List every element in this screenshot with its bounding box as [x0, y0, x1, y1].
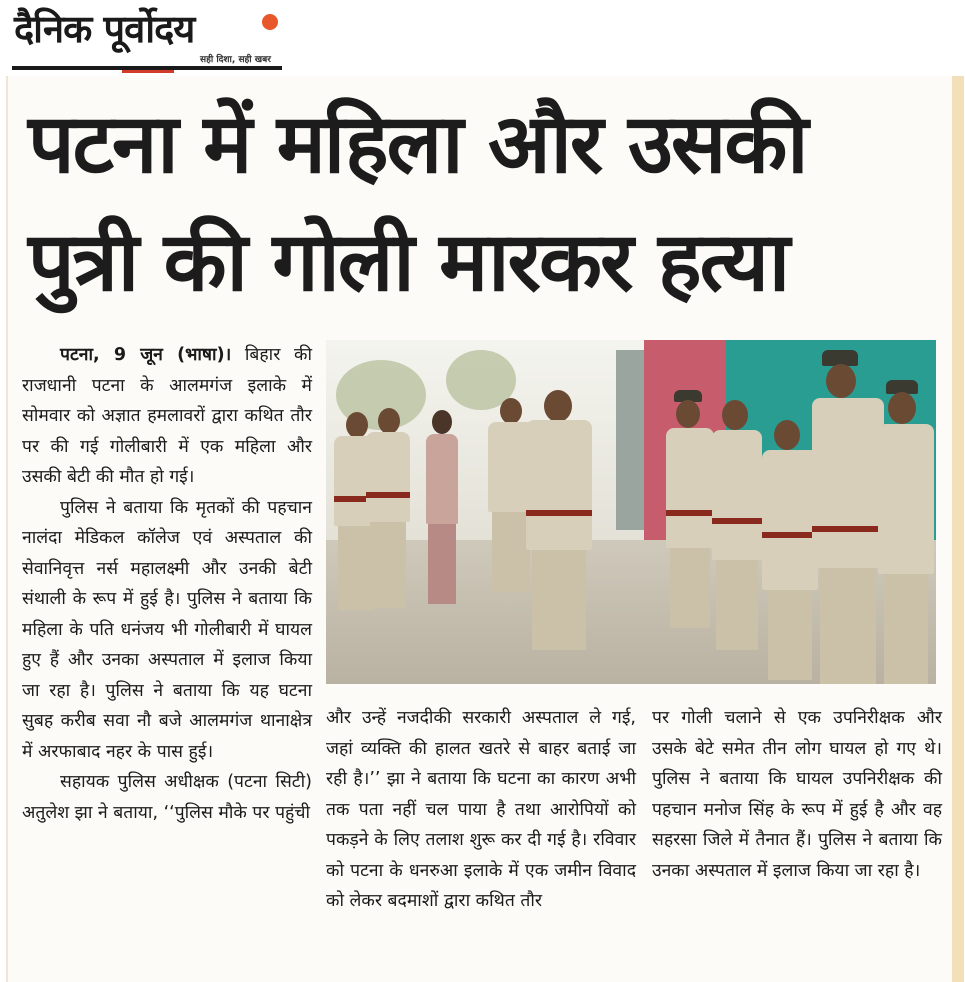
- article-dateline: पटना, 9 जून (भाषा)।: [60, 345, 232, 365]
- newspaper-logo: दैनिक पूर्वोदय: [14, 7, 195, 51]
- article-paragraph: पर गोली चलाने से एक उपनिरीक्षक और उसके बेटे समेत तीन लोग घायल हो गए थे। पुलिस ने बताया कि घायल उपनिरीक्षक की पहचान मनोज सिंह के रूप में हुई है और वह सहरसा जिले में तैनात हैं। पुलिस ने बताया कि उनका अस्पताल में इलाज किया जा रहा है।: [652, 708, 942, 881]
- headline-line-1: पटना में महिला और उसकी: [28, 97, 807, 192]
- article-column-2: [326, 703, 636, 917]
- article-column-1: [22, 340, 312, 828]
- newspaper-tagline: सही दिशा, सही खबर: [200, 55, 271, 65]
- article-paragraph: और उन्हें नजदीकी सरकारी अस्पताल ले गई, जहां व्यक्ति की हालत खतरे से बाहर बताई जा रही है।’’ झा ने बताया कि घटना का कारण अभी तक पता नहीं चल पाया है तथा आरोपियों को पकड़ने के लिए तलाश शुरू कर दी गई है। रविवार को पटना के धनरुआ इलाके में एक जमीन विवाद को लेकर बदमाशों द्वारा कथित तौर: [326, 708, 636, 911]
- article-paragraph: [22, 340, 312, 493]
- masthead: [0, 0, 965, 76]
- headline-line-2: पुत्री की गोली मारकर हत्या: [28, 215, 789, 310]
- article-paragraph: पुलिस ने बताया कि मृतकों की पहचान नालंदा मेडिकल कॉलेज एवं अस्पताल की सेवानिवृत्त नर्स महालक्ष्मी और उनकी बेटी संथाली के रूप में हुई है। पुलिस ने बताया कि महिला के पति धनंजय भी गोलीबारी में घायल हुए हैं और उनका अस्पताल में इलाज किया जा रहा है। पुलिस ने बताया कि यह घटना सुबह करीब सवा नौ बजे आलमगंज थानाक्षेत्र में अरफाबाद नहर के पास हुई।: [22, 497, 312, 762]
- article-paragraph: सहायक पुलिस अधीक्षक (पटना सिटी) अतुलेश झा ने बताया, ‘‘पुलिस मौके पर पहुंची: [22, 772, 312, 823]
- article-headline: [28, 86, 928, 322]
- logo-dot-icon: [262, 14, 278, 30]
- masthead-accent-rule: [122, 70, 174, 73]
- news-photo-police-at-scene: [326, 340, 936, 684]
- paragraph-text: बिहार की राजधानी पटना के आलमगंज इलाके में सोमवार को अज्ञात हमलावरों द्वारा कथित तौर पर की गई गोलीबारी में एक महिला और उसकी बेटी की मौत हो गई।: [22, 345, 312, 487]
- article-column-3: [652, 703, 942, 886]
